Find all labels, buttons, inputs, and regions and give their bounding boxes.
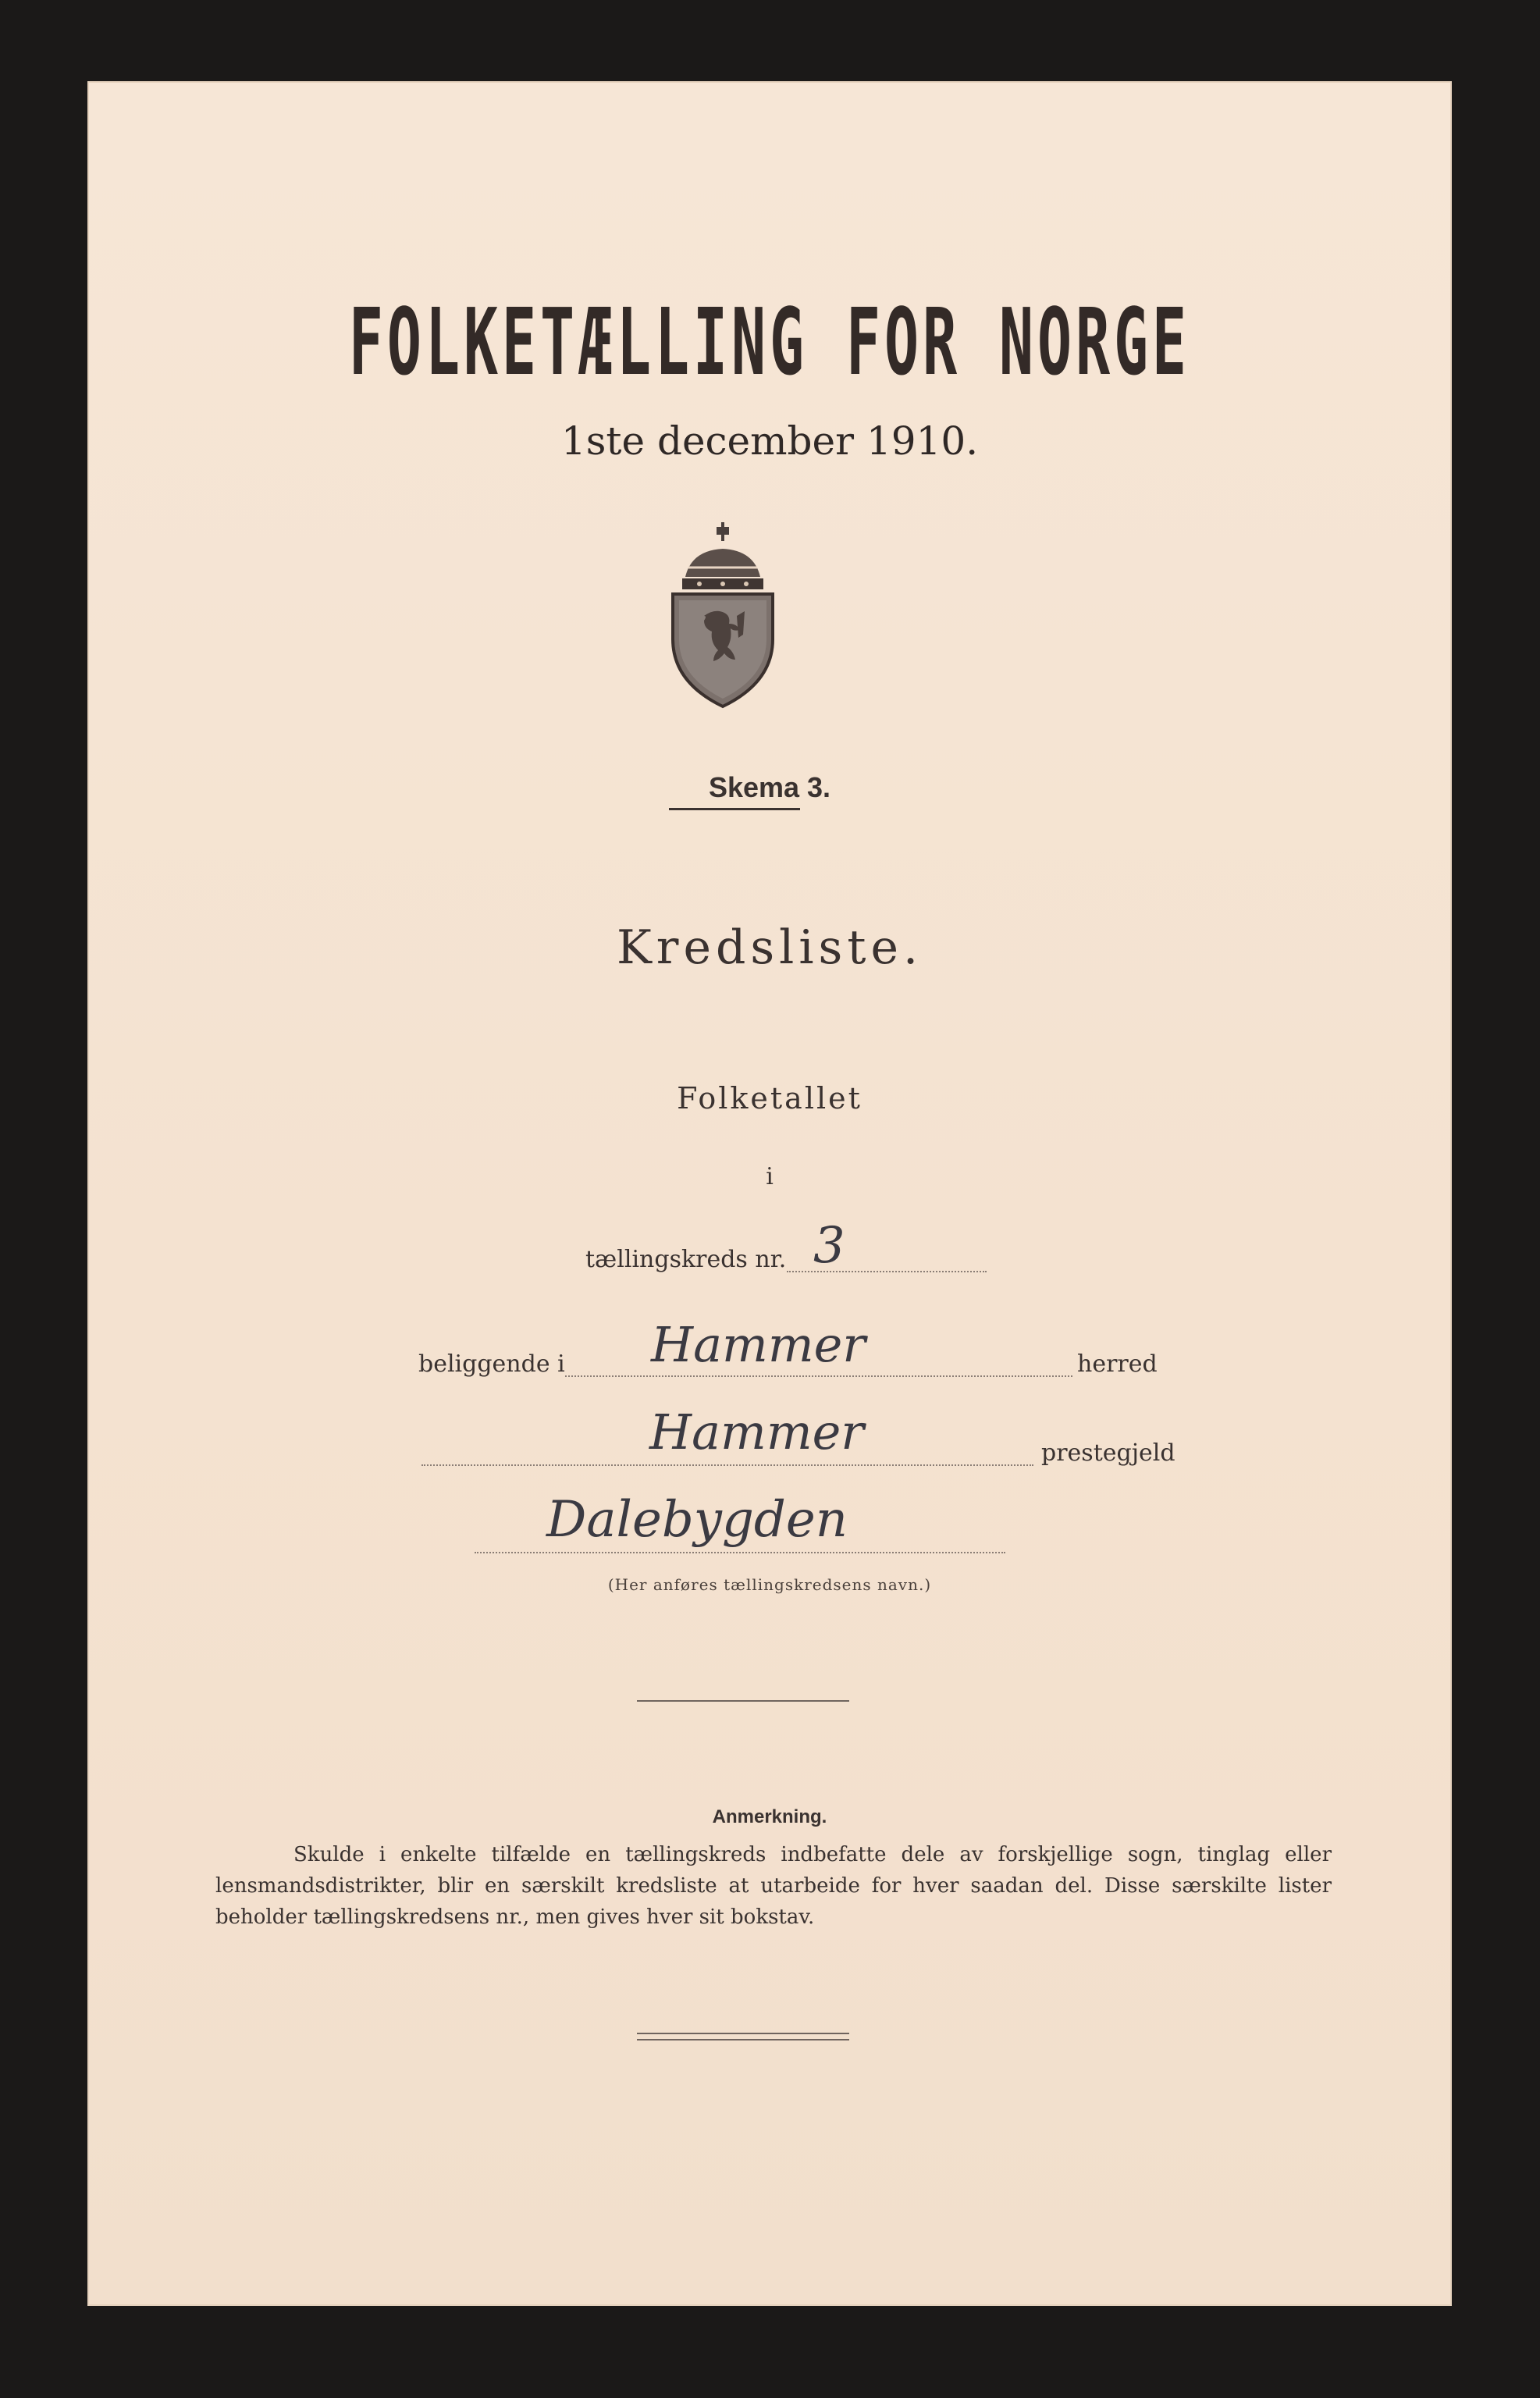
document-title: FOLKETÆLLING FOR NORGE (348, 288, 1191, 396)
district-label: tællingskreds nr. (585, 1246, 787, 1273)
remark-paragraph (215, 1839, 1332, 1933)
section-divider (637, 1700, 849, 1702)
census-form-page (87, 81, 1452, 2306)
i-label: i (766, 1163, 774, 1190)
prestegjeld-label: prestegjeld (1041, 1439, 1175, 1467)
remark-text: Skulde i enkelte tilfælde en tællingskreds indbefatte dele av forskjellige sogn, tinglag eller lensmandsdistrikter, blir en særskilt kredsliste at utarbeide for hver saadan del. Disse særskilte lister beholder tællingskredsens nr., men gives hver sit bokstav. (215, 1843, 1332, 1929)
kreds-name-field (475, 1552, 1005, 1553)
schema-underline (669, 808, 800, 810)
beliggende-label: beliggende i (418, 1350, 565, 1378)
herred-label: herred (1077, 1350, 1158, 1378)
herred-value: Hammer (651, 1316, 866, 1373)
bottom-divider-2 (637, 2039, 849, 2040)
kreds-name-note: (Her anføres tællingskredsens navn.) (607, 1575, 932, 1594)
prestegjeld-value: Hammer (649, 1404, 864, 1461)
bottom-divider-1 (637, 2033, 849, 2034)
herred-field (565, 1375, 1072, 1377)
document-date: 1ste december 1910. (560, 418, 979, 464)
district-number-value: 3 (813, 1217, 845, 1275)
remark-title: Anmerkning. (712, 1806, 827, 1827)
form-heading: Kredsliste. (616, 920, 923, 975)
coat-of-arms-icon (668, 522, 777, 710)
kreds-name-value: Dalebygden (546, 1491, 848, 1549)
prestegjeld-field (421, 1464, 1033, 1466)
schema-label: Skema 3. (708, 771, 831, 803)
folketallet-label: Folketallet (677, 1081, 862, 1115)
